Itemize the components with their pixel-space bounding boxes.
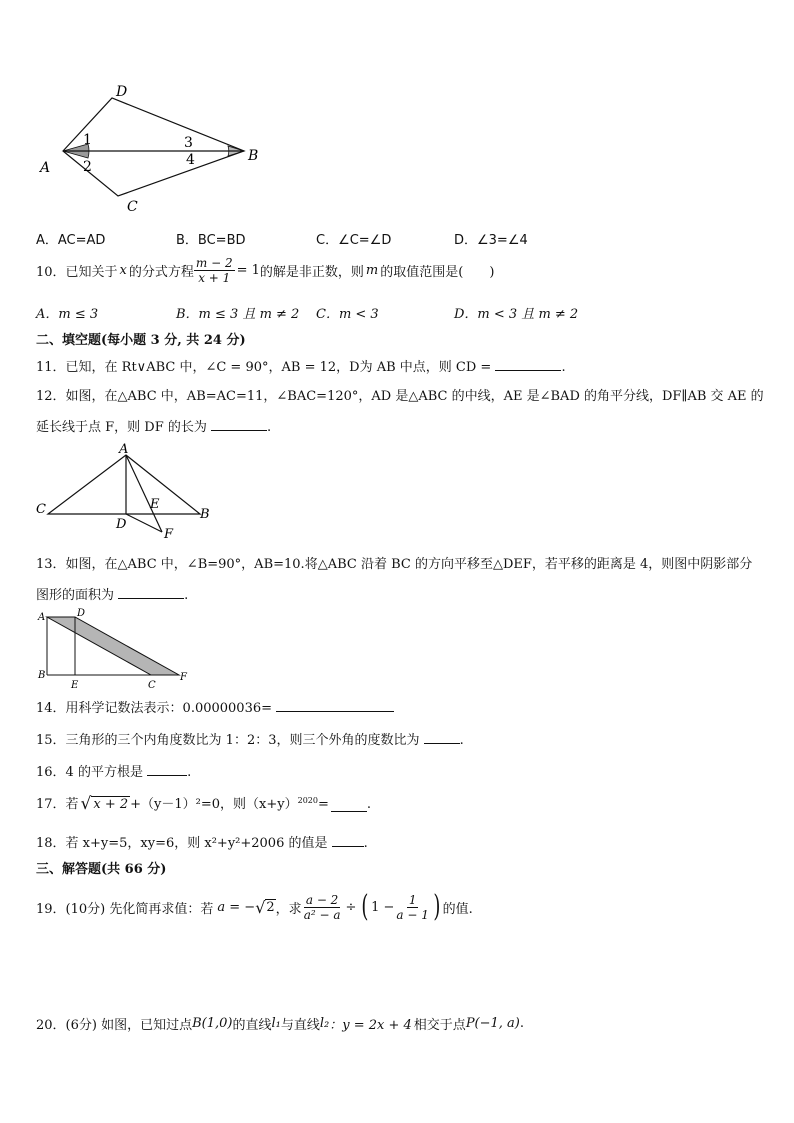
question-16: 16．4 的平方根是 .: [36, 765, 192, 780]
label-B: B: [248, 148, 259, 164]
question-18: 18．若 x+y=5，xy=6，则 x²+y²+2006 的值是 .: [36, 836, 368, 851]
label-E: E: [71, 680, 79, 691]
question-11: 11．已知，在 Rt∨ABC 中，∠C = 90°，AB = 12，D为 AB 中点，则 CD = .: [36, 360, 566, 375]
question-15: 15．三角形的三个内角度数比为 1：2：3，则三个外角的度数比为 .: [36, 733, 464, 748]
answer-blank-11: [495, 358, 561, 371]
answer-blank-12: [211, 418, 267, 431]
question-13-line-2: 图形的面积为 .: [36, 588, 189, 603]
question-19: 19．(10分) 先化简再求值：若 a = − √ 2 ，求 $\frac{a - 2}{\text{a² − a}}$ ÷ ( 1 − $\frac{1}{a - 1}$ ) 的值.: [36, 889, 473, 924]
question-12-line-1: 12．如图，在△ABC 中，AB=AC=11，∠BAC=120°，AD 是△ABC 的中线，AE 是∠BAD 的角平分线，DF∥AB 交 AE 的: [36, 389, 764, 404]
label-A: A: [40, 160, 51, 176]
label-angle-2: 2: [83, 159, 92, 175]
label-B: B: [200, 507, 210, 522]
label-F: F: [164, 527, 174, 542]
shaded-region: [47, 617, 179, 675]
answer-blank-14: [276, 699, 394, 712]
label-A: A: [119, 442, 129, 457]
answer-blank-13: [118, 586, 184, 599]
sqrt-sign: √: [80, 794, 92, 814]
q9-option-a: A．AC=AD: [36, 233, 106, 248]
label-F: F: [180, 672, 187, 683]
q10-option-d: D．m < 3 且 m ≠ 2: [454, 307, 579, 322]
segment-df: [126, 514, 162, 532]
question-17: 17．若 √ x + 2 +（y－1）²=0，则（x+y） 2020 = .: [36, 794, 372, 814]
question-20: 20．(6分) 如图，已知过点 B(1,0) 的直线 l₁ 与直线 l₂ ：y = 2x + 4 相交于点 P(−1, a) .: [36, 1016, 525, 1033]
label-B: B: [38, 670, 46, 681]
label-D: D: [77, 608, 86, 619]
label-angle-4: 4: [186, 152, 195, 168]
q9-option-b: B．BC=BD: [176, 233, 246, 248]
bisector-ae: [126, 455, 162, 532]
figure-q9: [30, 80, 280, 220]
answer-blank-18: [332, 834, 364, 847]
q19-fraction-2: $\frac{1}{a - 1}$: [396, 892, 429, 922]
q9-option-d: D．∠3=∠4: [454, 233, 528, 248]
label-angle-1: 1: [83, 132, 92, 148]
answer-blank-17: [331, 799, 367, 812]
figure-q12: [30, 440, 220, 542]
answer-blank-16: [147, 763, 187, 776]
triangle-abc: [48, 455, 200, 514]
label-C: C: [127, 199, 138, 215]
question-10: 10．已知关于 x 的分式方程 $\frac{m - 2}{x + 1}$ = 1 的解是非正数，则 m 的取值范围是( ): [36, 256, 495, 285]
section-2-heading: 二、填空题(每小题 3 分, 共 24 分): [36, 333, 246, 348]
answer-blank-15: [424, 731, 460, 744]
question-12-line-2: 延长线于点 F，则 DF 的长为 .: [36, 420, 272, 435]
label-D: D: [116, 84, 128, 100]
q10-fraction: $\frac{m - 2}{x + 1}$: [195, 256, 233, 285]
figure-q13: [30, 608, 190, 692]
label-C: C: [148, 680, 156, 691]
label-D: D: [116, 517, 127, 532]
question-13-line-1: 13．如图，在△ABC 中，∠B=90°，AB=10.将△ABC 沿着 BC 的方向平移至△DEF，若平移的距离是 4，则图中阴影部分: [36, 557, 753, 572]
label-E: E: [150, 497, 160, 512]
q10-option-b: B．m ≤ 3 且 m ≠ 2: [176, 307, 300, 322]
q10-option-c: C．m < 3: [316, 307, 379, 322]
q9-option-c: C．∠C=∠D: [316, 233, 392, 248]
question-14: 14．用科学记数法表示：0.00000036=: [36, 697, 394, 716]
label-C: C: [36, 502, 46, 517]
q10-option-a: A．m ≤ 3: [36, 307, 99, 322]
label-angle-3: 3: [184, 135, 193, 151]
section-3-heading: 三、解答题(共 66 分): [36, 862, 167, 877]
label-A: A: [38, 612, 46, 623]
q19-fraction-1: $\frac{a - 2}{\text{a² − a}}$: [303, 892, 341, 922]
